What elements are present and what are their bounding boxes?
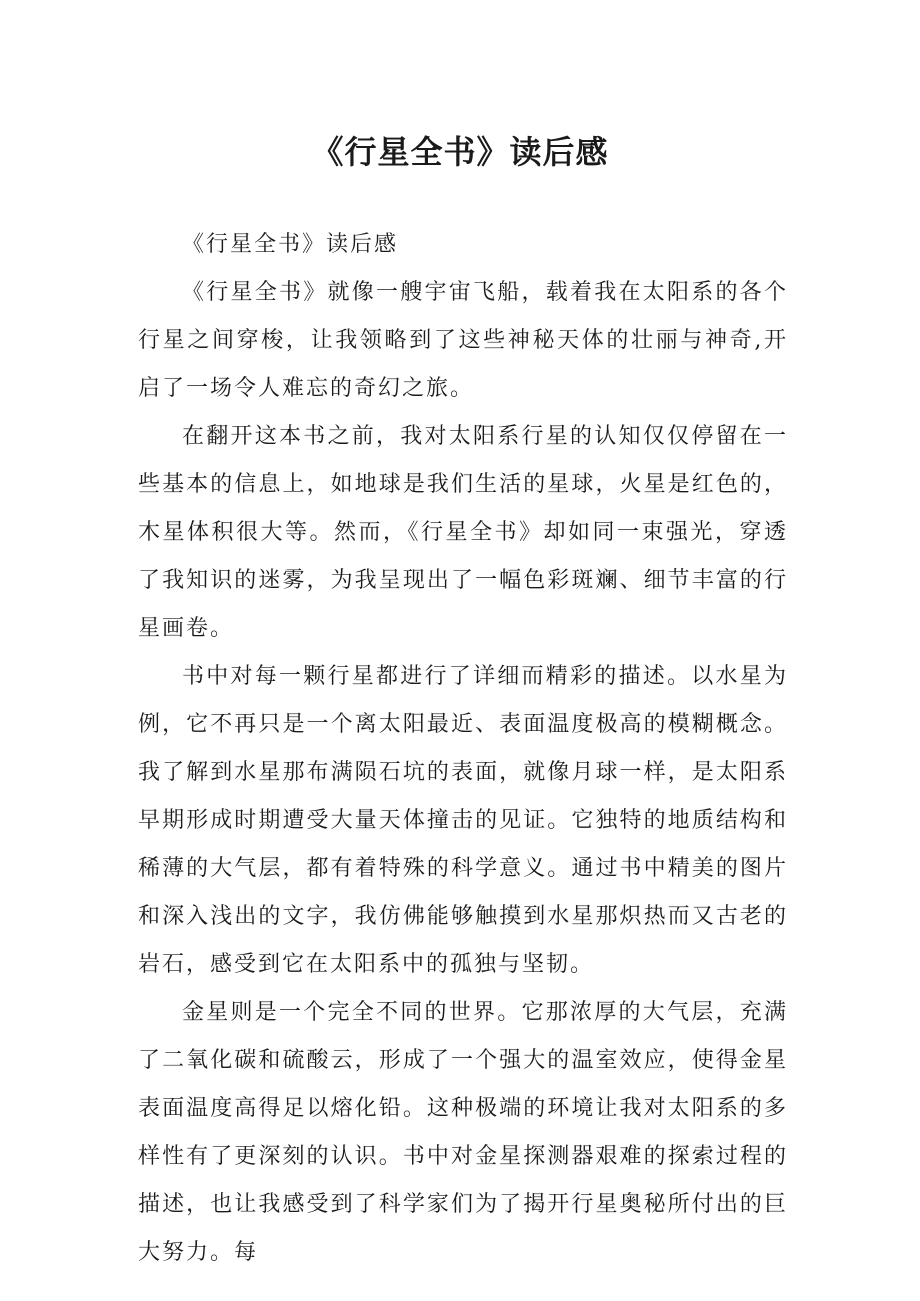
paragraph-2: 在翻开这本书之前，我对太阳系行星的认知仅仅停留在一些基本的信息上，如地球是我们生活的星球，火星是红色的，木星体积很大等。然而，《行星全书》却如同一束强光，穿透了我知识的迷雾，为我呈现出了一幅色彩斑斓、细节丰富的行星画卷。	[138, 424, 788, 641]
paragraph-1: 《行星全书》就像一艘宇宙飞船，载着我在太阳系的各个行星之间穿梭，让我领略到了这些神秘天体的壮丽与神奇,开启了一场令人难忘的奇幻之旅。	[138, 280, 788, 401]
document-subtitle: 《行星全书》读后感	[182, 232, 399, 257]
document-title: 《行星全书》读后感	[311, 133, 609, 171]
paragraph-3: 书中对每一颗行星都进行了详细而精彩的描述。以水星为例，它不再只是一个离太阳最近、表面温度极高的模糊概念。我了解到水星那布满陨石坑的表面，就像月球一样，是太阳系早期形成时期遭受大量天体撞击的见证。它独特的地质结构和稀薄的大气层，都有着特殊的科学意义。通过书中精美的图片和深入浅出的文字，我仿佛能够触摸到水星那炽热而又古老的岩石，感受到它在太阳系中的孤独与坚韧。	[138, 664, 788, 977]
paragraph-4: 金星则是一个完全不同的世界。它那浓厚的大气层，充满了二氧化碳和硫酸云，形成了一个强大的温室效应，使得金星表面温度高得足以熔化铅。这种极端的环境让我对太阳系的多样性有了更深刻的认识。书中对金星探测器艰难的探索过程的描述，也让我感受到了科学家们为了揭开行星奥秘所付出的巨大努力。每	[138, 1000, 788, 1265]
document-body	[138, 221, 788, 1277]
